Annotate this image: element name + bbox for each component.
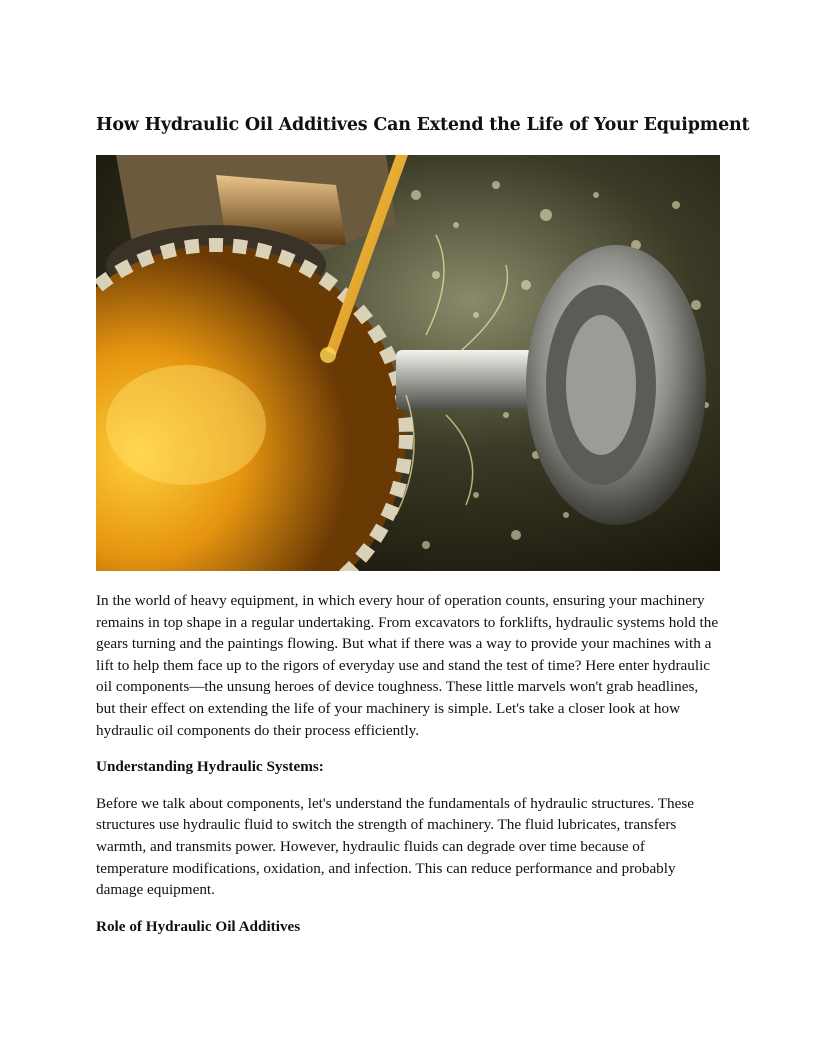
intro-paragraph: In the world of heavy equipment, in which every hour of operation counts, ensuring your machinery remains in top shape in a regular undertaking. From excavators to forklifts, hydraulic systems hold the gears turning and the paintings flowing. But what if there was a way to provide your machines with a lift to help them face up to the rigors of everyday use and stand the test of time? Here enter hydraulic oil components—the unsung heroes of device toughness. These little marvels won't grab headlines, but their effect on extending the life of your machinery is simple. Let's take a closer look at how hydraulic oil components do their process efficiently. — [96, 592, 719, 739]
section-heading: Role of Hydraulic Oil Additives — [96, 917, 301, 935]
article-body — [96, 590, 720, 952]
section-heading: Understanding Hydraulic Systems: — [96, 758, 324, 776]
gear-oil-photo-icon — [96, 155, 720, 571]
hero-image — [96, 155, 720, 571]
section-paragraph: Before we talk about components, let's understand the fundamentals of hydraulic structures. These structures use hydraulic fluid to switch the strength of machinery. The fluid lubricates, transfers warmth, and transmits power. However, hydraulic fluids can degrade over time because of temperature modifications, oxidation, and infection. This can reduce performance and probably damage equipment. — [96, 794, 694, 899]
document-page — [96, 112, 750, 935]
page-title: How Hydraulic Oil Additives Can Extend the Life of Your Equipment — [96, 115, 750, 135]
